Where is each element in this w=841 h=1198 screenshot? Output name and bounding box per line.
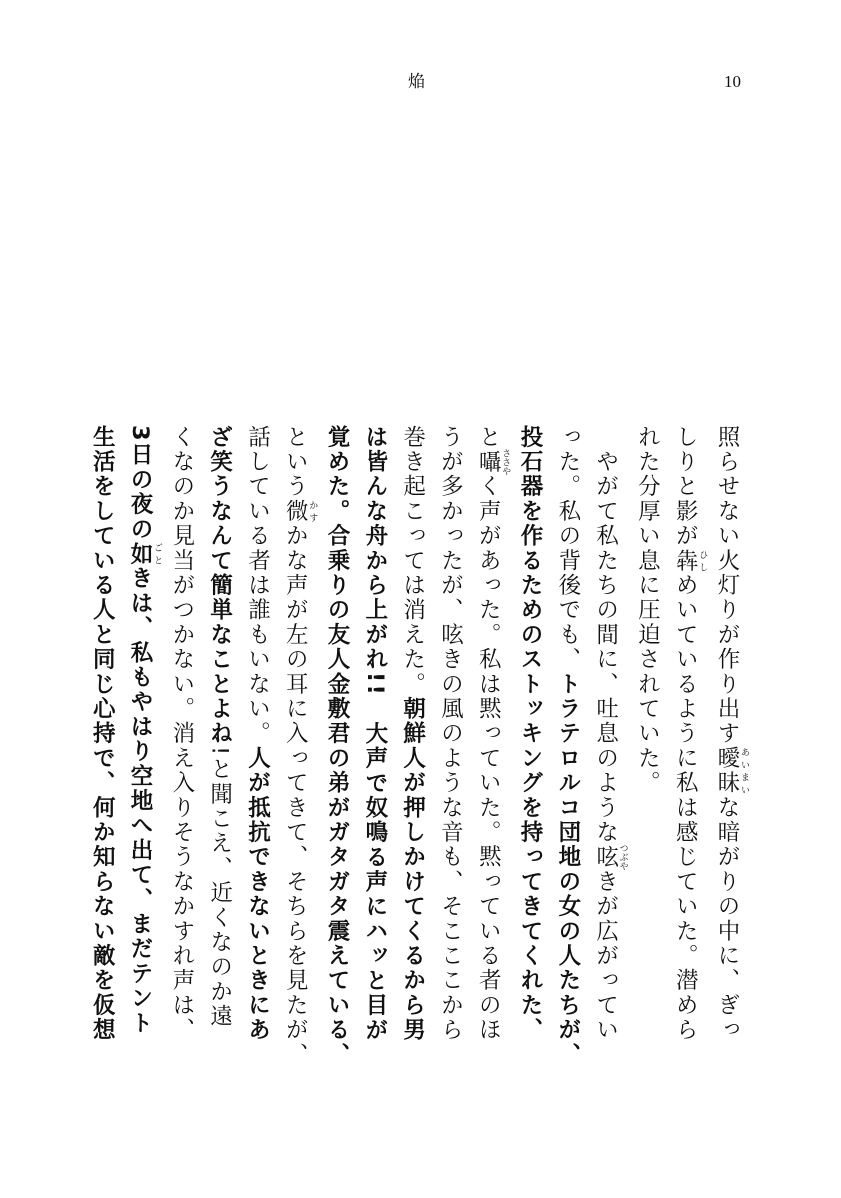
text-column: [162, 425, 200, 1043]
text-segment: 話している者は誰もいない。: [244, 425, 271, 747]
ruby-annotation: [127, 541, 163, 567]
text-column: [355, 425, 393, 1043]
text-column: [431, 425, 469, 1043]
ruby-base: 囁: [475, 448, 502, 476]
ruby-base: 微: [282, 499, 309, 524]
ruby-reading: ひし: [697, 548, 708, 574]
page-number: 10: [724, 72, 741, 91]
text-column: [628, 425, 666, 1037]
ruby-annotation: [672, 548, 708, 574]
bold-text-segment: トラテロルコ団地の女の人たちが、: [554, 672, 581, 1068]
bold-text-segment: 投石器を作るためのストッキングを持ってきてくれた、: [517, 425, 544, 1043]
ruby-annotation: [714, 746, 749, 796]
ruby-base: 犇: [672, 548, 699, 574]
text-column: [510, 425, 548, 1043]
text-segment: うが多かったが、呟きの風のような音も、そこここから: [437, 425, 464, 1043]
bold-text-segment: ざ笑うなんて簡単なことよね: [206, 425, 233, 747]
text-column: [665, 425, 708, 1043]
text-segment: !と聞こえ、近くなのか遠: [206, 746, 233, 1030]
ruby-reading: ごと: [152, 541, 163, 567]
ruby-annotation: [282, 499, 318, 524]
text-segment: った。私の背後でも、: [554, 425, 581, 672]
ruby-reading: かす: [307, 499, 318, 524]
text-column: [707, 425, 749, 1043]
text-column: [317, 425, 355, 1068]
text-segment: 照らせない火灯りが作り出す: [714, 425, 740, 747]
bold-text-segment: 生活をしている人と同じ心持で、何か知らない敵を仮想: [89, 425, 116, 1043]
text-segment: めいているように私は感じていた。潜めら: [672, 573, 699, 1043]
text-column: [586, 425, 628, 1043]
text-column: [393, 425, 431, 1043]
text-segment: くなのか見当がつかない。消え入りそうなかすれ声は、: [168, 425, 195, 1043]
ruby-annotation: [592, 843, 628, 871]
text-segment: という: [282, 425, 309, 500]
text-segment: 巻き起こっては消えた。: [399, 425, 426, 697]
text-segment: きが広がってい: [592, 869, 619, 1043]
bold-text-segment: きは、私もやはり空地へ出て、まだテント: [127, 566, 154, 1036]
text-column: [275, 425, 318, 1068]
ruby-base: 曖昧: [714, 746, 740, 796]
text-segment: れた分厚い息に圧迫されていた。: [634, 425, 661, 796]
text-column: [548, 425, 586, 1068]
text-segment: しりと影が: [672, 425, 699, 549]
ruby-reading: ささや: [500, 448, 511, 476]
text-column: [468, 425, 511, 1043]
body-text: [82, 425, 749, 1068]
text-segment: く声があった。私は黙っていた。黙っている者のほ: [475, 474, 502, 1043]
bold-text-segment: 3日の夜の: [127, 425, 154, 542]
text-column: [200, 425, 238, 1037]
bold-text-segment: 人が抵抗できないときにあ: [244, 746, 271, 1043]
text-column: [120, 425, 162, 1037]
bold-text-segment: は皆んな舟から上がれ!! 大声で奴鳴る声にハッと目が: [361, 425, 388, 1043]
text-column: [82, 425, 120, 1043]
text-segment: かな声が左の耳に入ってきて、そちらを見たが、: [282, 523, 309, 1068]
bold-text-segment: 覚めた。合乗りの友人金敷君の弟がガタガタ震えている、: [324, 425, 351, 1068]
text-segment: やがて私たちの間に、吐息のような: [592, 425, 619, 845]
ruby-reading: あいまい: [739, 746, 749, 796]
bold-text-segment: 朝鮮人が押しかけてくるから男: [399, 696, 426, 1043]
ruby-base: 呟: [592, 843, 619, 871]
text-segment: と: [475, 425, 502, 450]
ruby-base: 如: [127, 541, 154, 567]
text-segment: な暗がりの中に、ぎっ: [714, 795, 740, 1043]
ruby-annotation: [475, 448, 511, 476]
text-column: [238, 425, 276, 1043]
ruby-reading: つぶや: [617, 843, 628, 871]
running-title: 焔: [408, 72, 425, 92]
